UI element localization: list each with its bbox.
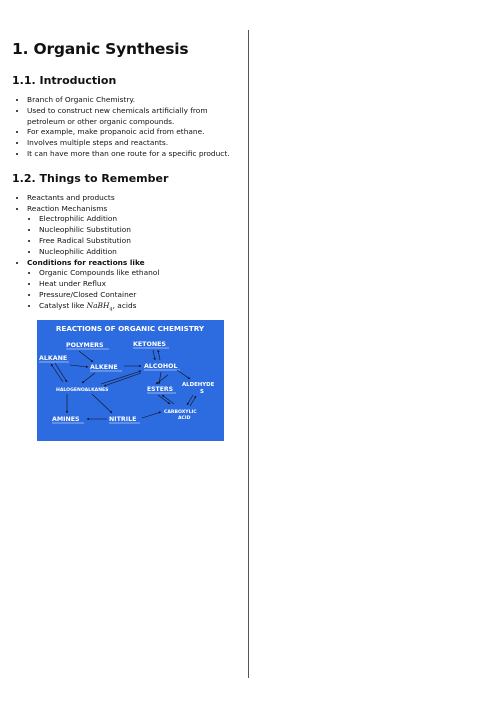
- list-item: • Nucleophilic Substitution: [39, 225, 240, 236]
- node-halogenoalkanes: HALOGENOALKANES: [56, 388, 109, 393]
- list-item: [27, 258, 240, 315]
- node-amines: AMINES: [52, 416, 80, 423]
- catalyst-formula-base: NaBH: [86, 300, 110, 310]
- catalyst-prefix: Catalyst like: [39, 300, 85, 310]
- list-item: • Pressure/Closed Container: [39, 290, 240, 301]
- list-item: • Involves multiple steps and reactants.: [27, 138, 240, 149]
- node-alcohol: ALCOHOL: [144, 363, 178, 370]
- list-item: • Free Radical Substitution: [39, 236, 240, 247]
- reactions-diagram-svg: [37, 320, 224, 441]
- catalyst-formula: [86, 300, 113, 313]
- list-item: [27, 204, 240, 258]
- node-alkene: ALKENE: [90, 364, 118, 371]
- node-carboxylic-acid: CARBOXYLIC ACID: [164, 410, 197, 421]
- node-polymers: POLYMERS: [66, 342, 104, 349]
- node-aldehydes: ALDEHYDE S: [182, 382, 215, 395]
- node-alkane: ALKANE: [39, 355, 68, 362]
- list-item-label: Conditions for reactions like: [27, 257, 145, 267]
- list-item: • Reactants and products: [27, 193, 240, 204]
- subsection-remember-title: 1.2. Things to Remember: [12, 171, 169, 185]
- node-ketones: KETONES: [133, 341, 166, 348]
- list-item: • Nucleophilic Addition: [39, 247, 240, 258]
- diagram-title: REACTIONS OF ORGANIC CHEMISTRY: [55, 324, 205, 333]
- column-divider: [248, 30, 249, 678]
- list-item: [39, 301, 240, 315]
- conditions-sublist: [27, 268, 240, 315]
- list-item: • Branch of Organic Chemistry.: [27, 95, 240, 106]
- node-nitrile: NITRILE: [109, 416, 137, 423]
- catalyst-suffix: , acids: [112, 300, 137, 310]
- left-column: [12, 40, 240, 327]
- subsection-introduction-title: 1.1. Introduction: [12, 74, 117, 87]
- node-esters: ESTERS: [147, 386, 173, 393]
- list-item: • Electrophilic Addition: [39, 214, 240, 225]
- remember-list: [12, 193, 240, 315]
- reactions-diagram: [37, 320, 224, 441]
- list-item: • Heat under Reflux: [39, 279, 240, 290]
- list-item: • Organic Compounds like ethanol: [39, 268, 240, 279]
- catalyst-formula-subscript: 4: [109, 306, 113, 313]
- section-title: 1. Organic Synthesis: [12, 40, 189, 58]
- list-item: • Used to construct new chemicals artificially from petroleum or other organic compounds.: [27, 106, 240, 128]
- reaction-arrows: [51, 350, 196, 419]
- mechanisms-sublist: [27, 214, 240, 257]
- list-item: • It can have more than one route for a specific product.: [27, 149, 240, 160]
- list-item: • For example, make propanoic acid from ethane.: [27, 127, 240, 138]
- list-item-label: Reaction Mechanisms: [27, 203, 108, 213]
- introduction-list: [12, 95, 240, 160]
